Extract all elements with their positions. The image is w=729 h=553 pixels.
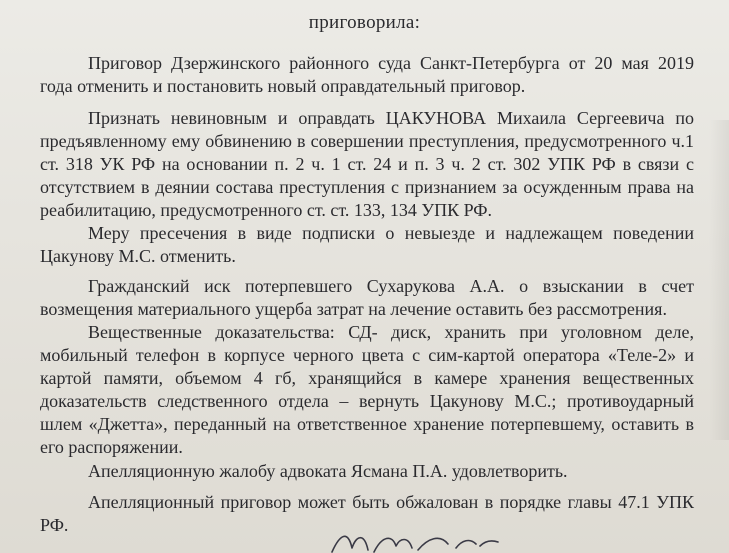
paragraph-verdict-cancelled: Приговор Дзержинского районного суда Санкт-Петербурга от 20 мая 2019 года отменить и постановить новый оправдательный приговор. [40, 53, 694, 96]
paragraph-appeal-procedure: Апелляционный приговор может быть обжалован в порядке главы 47.1 УПК РФ. [40, 492, 694, 535]
paragraph-civil-claim: Гражданский иск потерпевшего Сухарукова А.А. о взыскании в счет возмещения материального ущерба затрат на лечение оставить без рассмотрения. [40, 276, 694, 319]
paragraph-acquittal: Признать невиновным и оправдать ЦАКУНОВА Михаила Сергеевича по предъявленному ему обвинению в совершении преступления, предусмотренного ч.1 ст. 318 УК РФ на основании п. 2 ч. 1 ст. 24 и п. 3 ч. 2 ст. 302 УПК РФ в связи с отсутствием в деянии состава преступления с признанием за осужденным права на реабилитацию, предусмотренного ст. ст. 133, 134 УПК РФ. [40, 108, 694, 220]
paragraph-preventive-measure: Меру пресечения в виде подписки о невыезде и надлежащем поведении Цакунову М.С. отменить. [40, 223, 694, 266]
verdict-heading: приговорила: [308, 12, 421, 33]
paper-fold-shadow [709, 120, 729, 440]
paragraph-appeal-granted: Апелляционную жалобу адвоката Ясмана П.А. удовлетворить. [88, 461, 568, 481]
paragraph-evidence: Вещественные доказательства: СД- диск, хранить при уголовном деле, мобильный телефон в корпусе черного цвета с сим-картой оператора «Теле-2» и картой памяти, объемом 4 гб, хранящийся в камере хранения вещественных доказательств следственного отдела – вернуть Цакунову М.С.; противоударный шлем «Джетта», переданный на ответственное хранение потерпевшему, оставить в его распоряжении. [40, 322, 694, 457]
handwritten-signature [330, 528, 500, 553]
